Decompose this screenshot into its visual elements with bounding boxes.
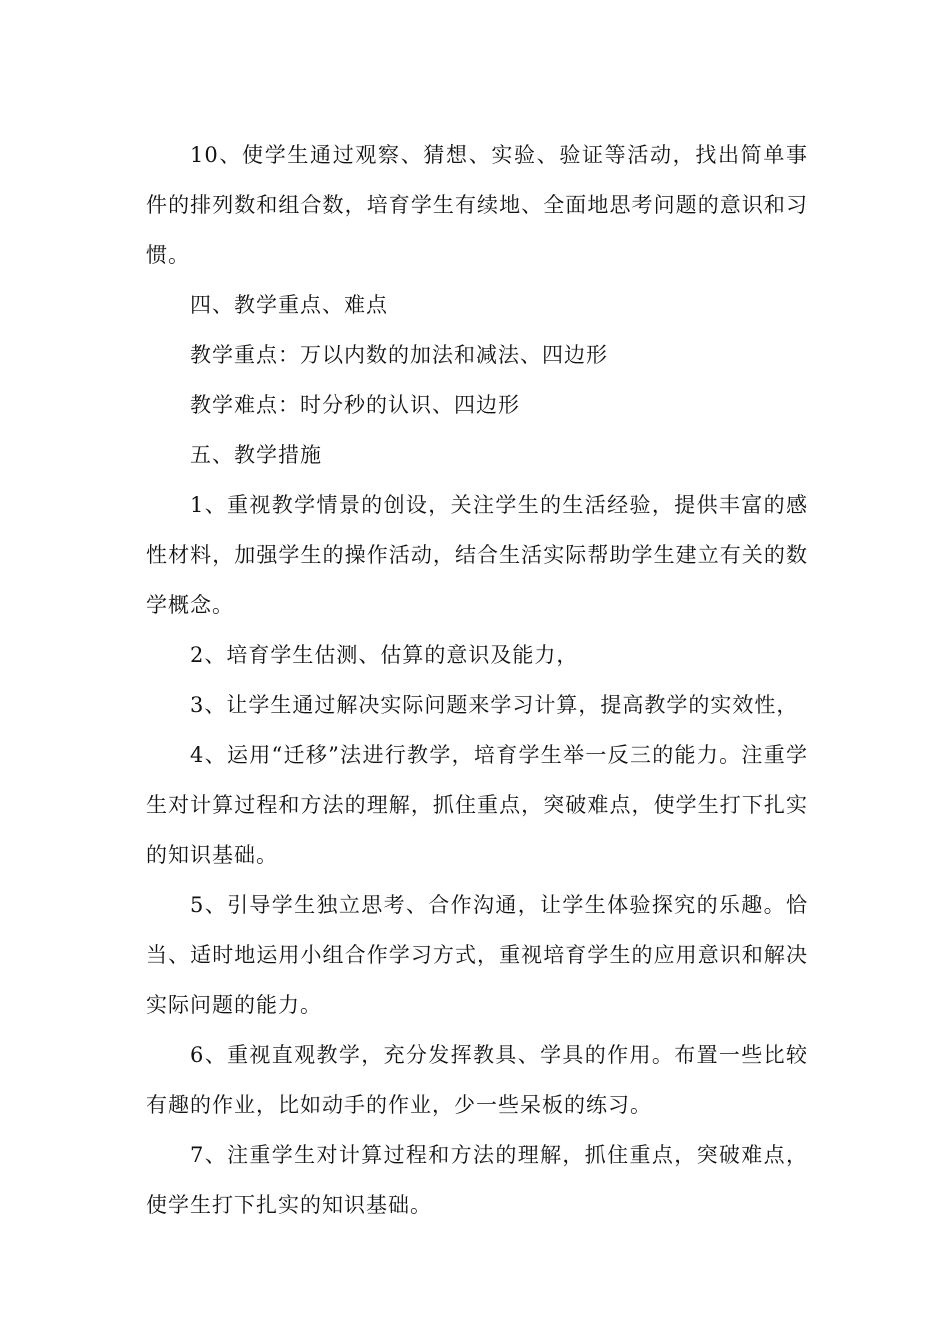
teaching-difficulties: 教学难点：时分秒的认识、四边形 xyxy=(190,393,520,417)
measure-item-2: 2、培育学生估测、估算的意识及能力， xyxy=(190,643,579,667)
measure-item-5: 5、引导学生独立思考、合作沟通，让学生体验探究的乐趣。恰当、适时地运用小组合作学习方式，重视培育学生的应用意识和解决实际问题的能力。 xyxy=(146,893,808,1017)
teaching-key-points: 教学重点：万以内数的加法和减法、四边形 xyxy=(190,343,608,367)
paragraph-goal-10: 10、使学生通过观察、猜想、实验、验证等活动，找出简单事件的排列数和组合数，培育学生有续地、全面地思考问题的意识和习惯。 xyxy=(146,143,808,267)
section-heading-measures: 五、教学措施 xyxy=(190,443,322,467)
document-body xyxy=(146,130,808,1230)
measure-item-3: 3、让学生通过解决实际问题来学习计算，提高教学的实效性， xyxy=(190,693,799,717)
measure-item-1: 1、重视教学情景的创设，关注学生的生活经验，提供丰富的感性材料，加强学生的操作活动，结合生活实际帮助学生建立有关的数学概念。 xyxy=(146,493,808,617)
measure-item-4: 4、运用“迁移”法进行教学，培育学生举一反三的能力。注重学生对计算过程和方法的理解，抓住重点，突破难点，使学生打下扎实的知识基础。 xyxy=(146,743,808,867)
section-heading-key-points: 四、教学重点、难点 xyxy=(190,293,388,317)
measure-item-6: 6、重视直观教学，充分发挥教具、学具的作用。布置一些比较有趣的作业，比如动手的作业，少一些呆板的练习。 xyxy=(146,1043,808,1117)
measure-item-7: 7、注重学生对计算过程和方法的理解，抓住重点，突破难点，使学生打下扎实的知识基础。 xyxy=(146,1143,808,1217)
